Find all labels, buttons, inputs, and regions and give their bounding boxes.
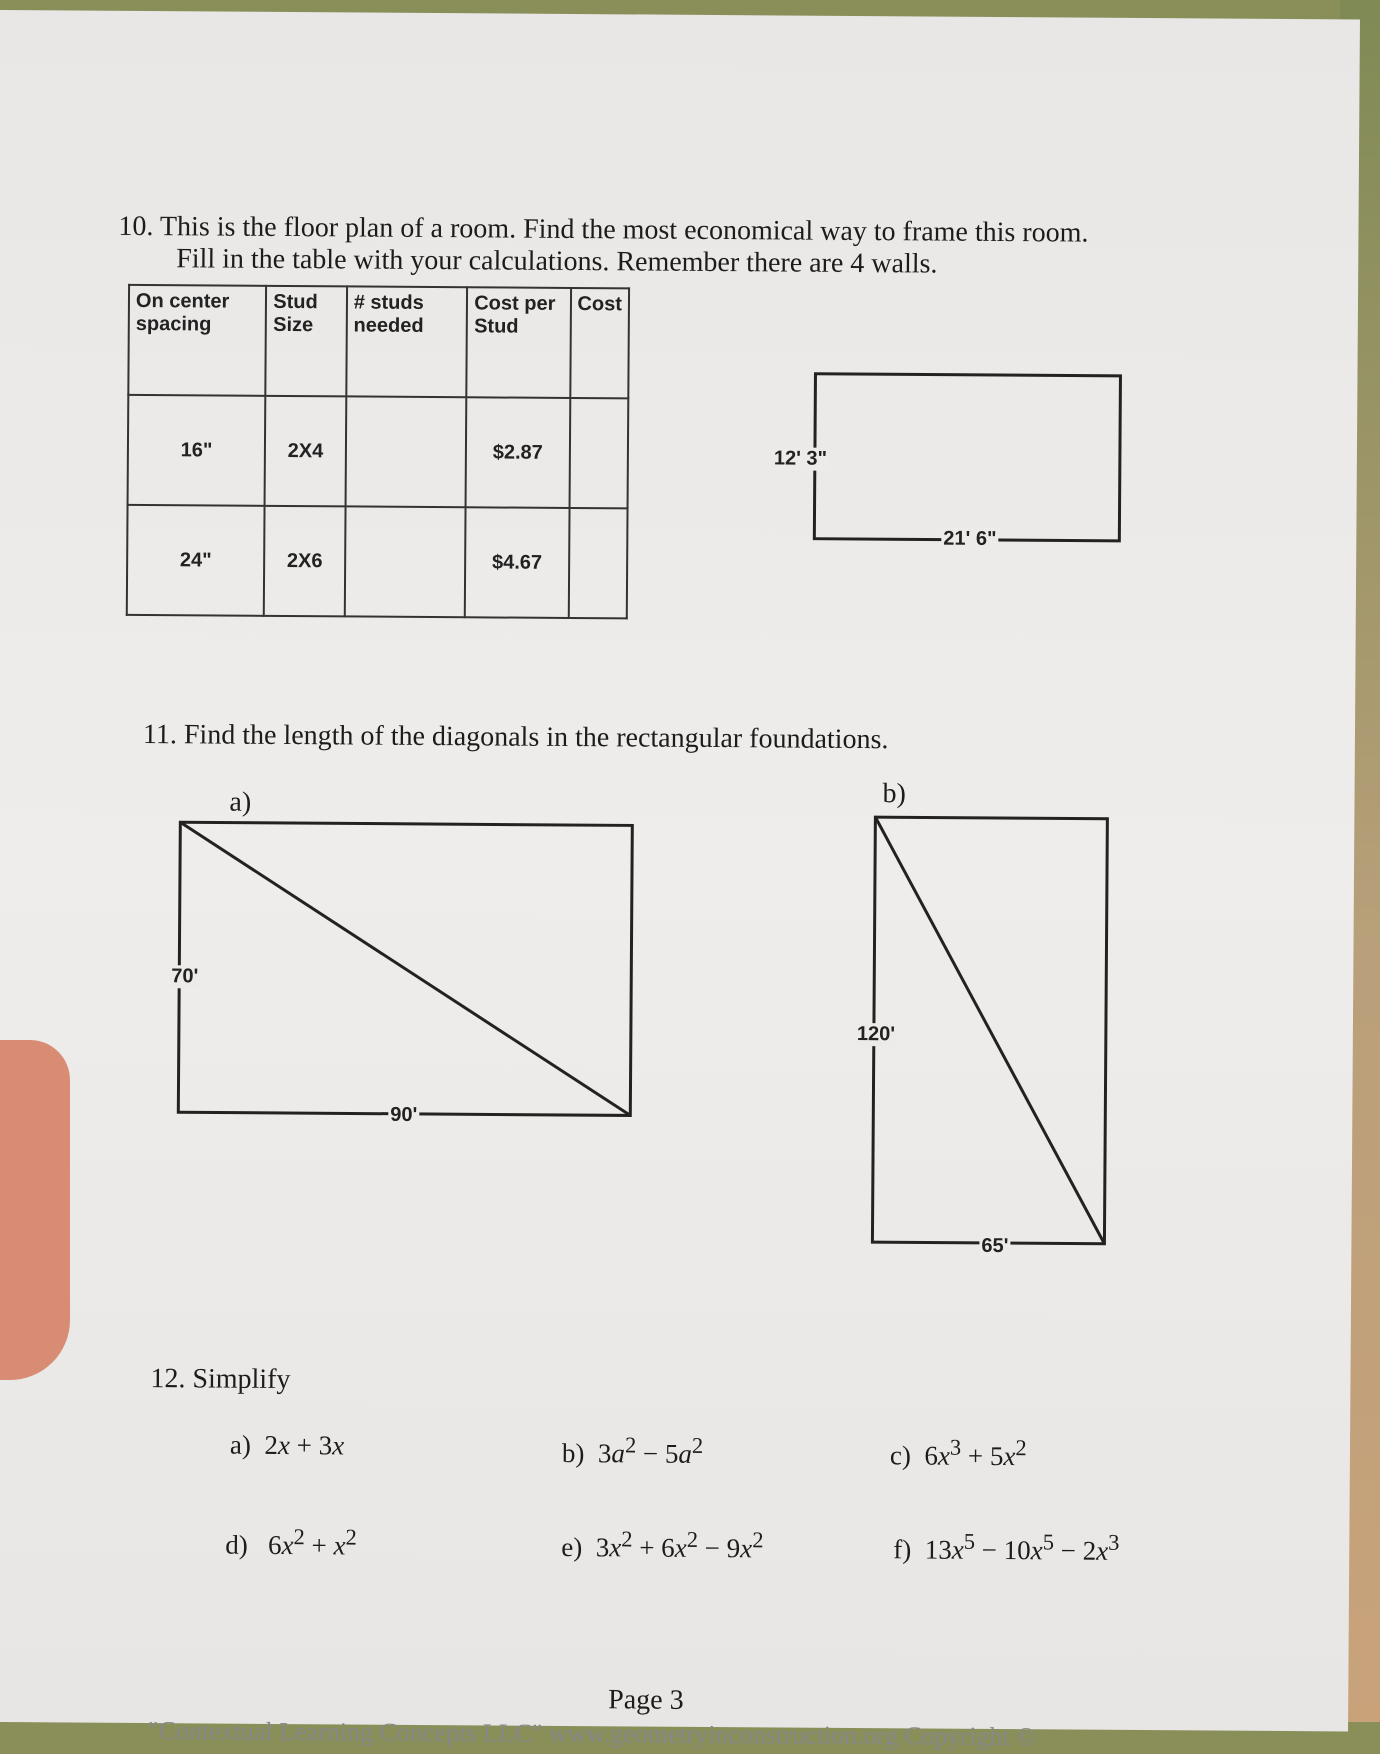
worksheet-page	[0, 10, 1360, 1752]
page-number: Page 3	[608, 1684, 684, 1716]
question-10	[118, 211, 1088, 282]
table-cell	[345, 396, 466, 507]
item-label: a)	[229, 1429, 252, 1460]
question-10-line1: This is the floor plan of a room. Find the most economical way to frame this room.	[159, 211, 1089, 249]
floor-plan-width-label: 21' 6"	[941, 528, 998, 551]
question-10-number: 10.	[118, 210, 154, 243]
table-cell	[345, 506, 466, 617]
table-cell: 2X4	[265, 396, 346, 507]
table-cell	[569, 398, 628, 508]
floor-plan-diagram	[806, 366, 1137, 548]
item-label: e)	[561, 1531, 583, 1563]
diagram-b-label: b)	[882, 778, 906, 810]
question-10-line2: Fill in the table with your calculations. Remember there are 4 walls.	[176, 243, 938, 280]
foundation-a-height-label: 70'	[169, 965, 200, 988]
table-cell: 24"	[127, 505, 265, 616]
question-11-number: 11.	[142, 719, 178, 751]
table-header: On center spacing	[128, 285, 266, 396]
table-cell: 2X6	[264, 506, 345, 617]
question-11	[143, 719, 889, 756]
diagonal-line	[872, 817, 1107, 1244]
table-header: Stud Size	[266, 286, 347, 397]
table-header: # studs needed	[346, 286, 467, 397]
question-12	[150, 1363, 290, 1396]
table-cell	[568, 508, 627, 618]
table-cell: 16"	[128, 395, 266, 506]
item-label: f)	[893, 1534, 912, 1565]
simplify-item-d: d) $6x^2 + x^2$	[225, 1524, 357, 1561]
question-12-text: Simplify	[192, 1363, 291, 1396]
simplify-item-e: e) $3x^2 + 6x^2 - 9x^2$	[561, 1526, 764, 1564]
foundation-a-width-label: 90'	[388, 1104, 419, 1127]
simplify-item-b: b) $3a^2 - 5a^2$	[561, 1432, 704, 1469]
foundation-b-height-label: 120'	[855, 1023, 897, 1046]
item-label: c)	[889, 1440, 912, 1471]
table-cell: $2.87	[466, 397, 570, 508]
framing-table	[126, 284, 630, 619]
foundation-a-diagram	[172, 816, 644, 1129]
table-header: Cost per Stud	[467, 287, 571, 398]
simplify-item-a: a) 2x + 3x	[229, 1429, 345, 1461]
table-row	[128, 395, 629, 508]
table-cell: $4.67	[465, 507, 569, 618]
item-label: d)	[225, 1529, 248, 1560]
question-11-text: Find the length of the diagonals in the rectangular foundations.	[183, 719, 889, 756]
simplify-item-f: f) $13x^5 - 10x^5 - 2x^3$	[893, 1528, 1120, 1566]
foundation-b-width-label: 65'	[979, 1235, 1010, 1258]
diagonal-line	[178, 822, 632, 1115]
diagram-a-label: a)	[229, 786, 252, 818]
simplify-item-c: c) $6x^3 + 5x^2$	[889, 1434, 1027, 1472]
floor-plan-height-label: 12' 3"	[772, 447, 829, 470]
table-header-row	[128, 285, 629, 398]
item-label: b)	[561, 1437, 585, 1469]
question-12-number: 12.	[150, 1363, 186, 1395]
copyright-footer: "Contextual Learning Concepts LLC" www.geometryinconstruction.org Copyright ©	[147, 1716, 1037, 1752]
table-row	[127, 505, 628, 618]
table-header: Cost	[570, 288, 629, 398]
foundation-b-diagram	[866, 811, 1119, 1253]
thumb	[0, 1040, 70, 1380]
